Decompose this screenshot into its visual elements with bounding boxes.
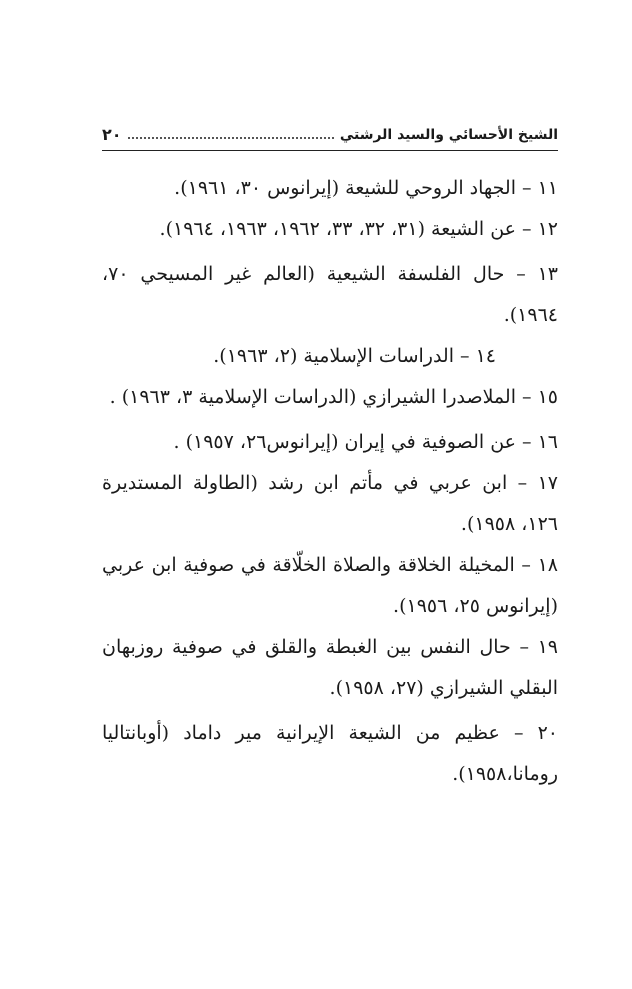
bibliography-entry-13: ١٣ – حال الفلسفة الشيعية (العالم غير المسيحي ٧٠، ١٩٦٤). (102, 263, 558, 326)
bibliography-entry-14: ١٤ – الدراسات الإسلامية (٢، ١٩٦٣). (213, 345, 496, 367)
bibliography-entry-18: ١٨ – المخيلة الخلاقة والصلاة الخلّاقة في صوفية ابن عربي (إيرانوس ٢٥، ١٩٥٦). (102, 554, 558, 617)
header-rule (102, 150, 558, 151)
running-header (102, 112, 558, 148)
bibliography-entry-12: ١٢ – عن الشيعة (٣١، ٣٢، ٣٣، ١٩٦٢، ١٩٦٣، ١٩٦٤). (159, 218, 558, 240)
bibliography-entry-20: ٢٠ – عظيم من الشيعة الإيرانية مير داماد (أوبانتاليا رومانا،١٩٥٨). (102, 722, 558, 785)
header-title: الشيخ الأحسائي والسيد الرشتي (339, 127, 558, 143)
bibliography-entry-17: ١٧ – ابن عربي في مأتم ابن رشد (الطاولة المستديرة ١٢٦، ١٩٥٨). (102, 472, 558, 535)
bibliography-entry-19: ١٩ – حال النفس بين الغبطة والقلق في صوفية روزبهان البقلي الشيرازي (٢٧، ١٩٥٨). (102, 636, 558, 699)
bibliography-entry-15: ١٥ – الملاصدرا الشيرازي (الدراسات الإسلامية ٣، ١٩٦٣) . (109, 386, 558, 408)
page-number: ٢٠ (102, 125, 122, 144)
bibliography-list (102, 168, 558, 795)
bibliography-entry-11: ١١ – الجهاد الروحي للشيعة (إيرانوس ٣٠، ١٩٦١). (174, 177, 558, 199)
header-leader-dots (128, 136, 334, 139)
bibliography-entry-16: ١٦ – عن الصوفية في إيران (إيرانوس٢٦، ١٩٥٧) . (173, 431, 558, 453)
